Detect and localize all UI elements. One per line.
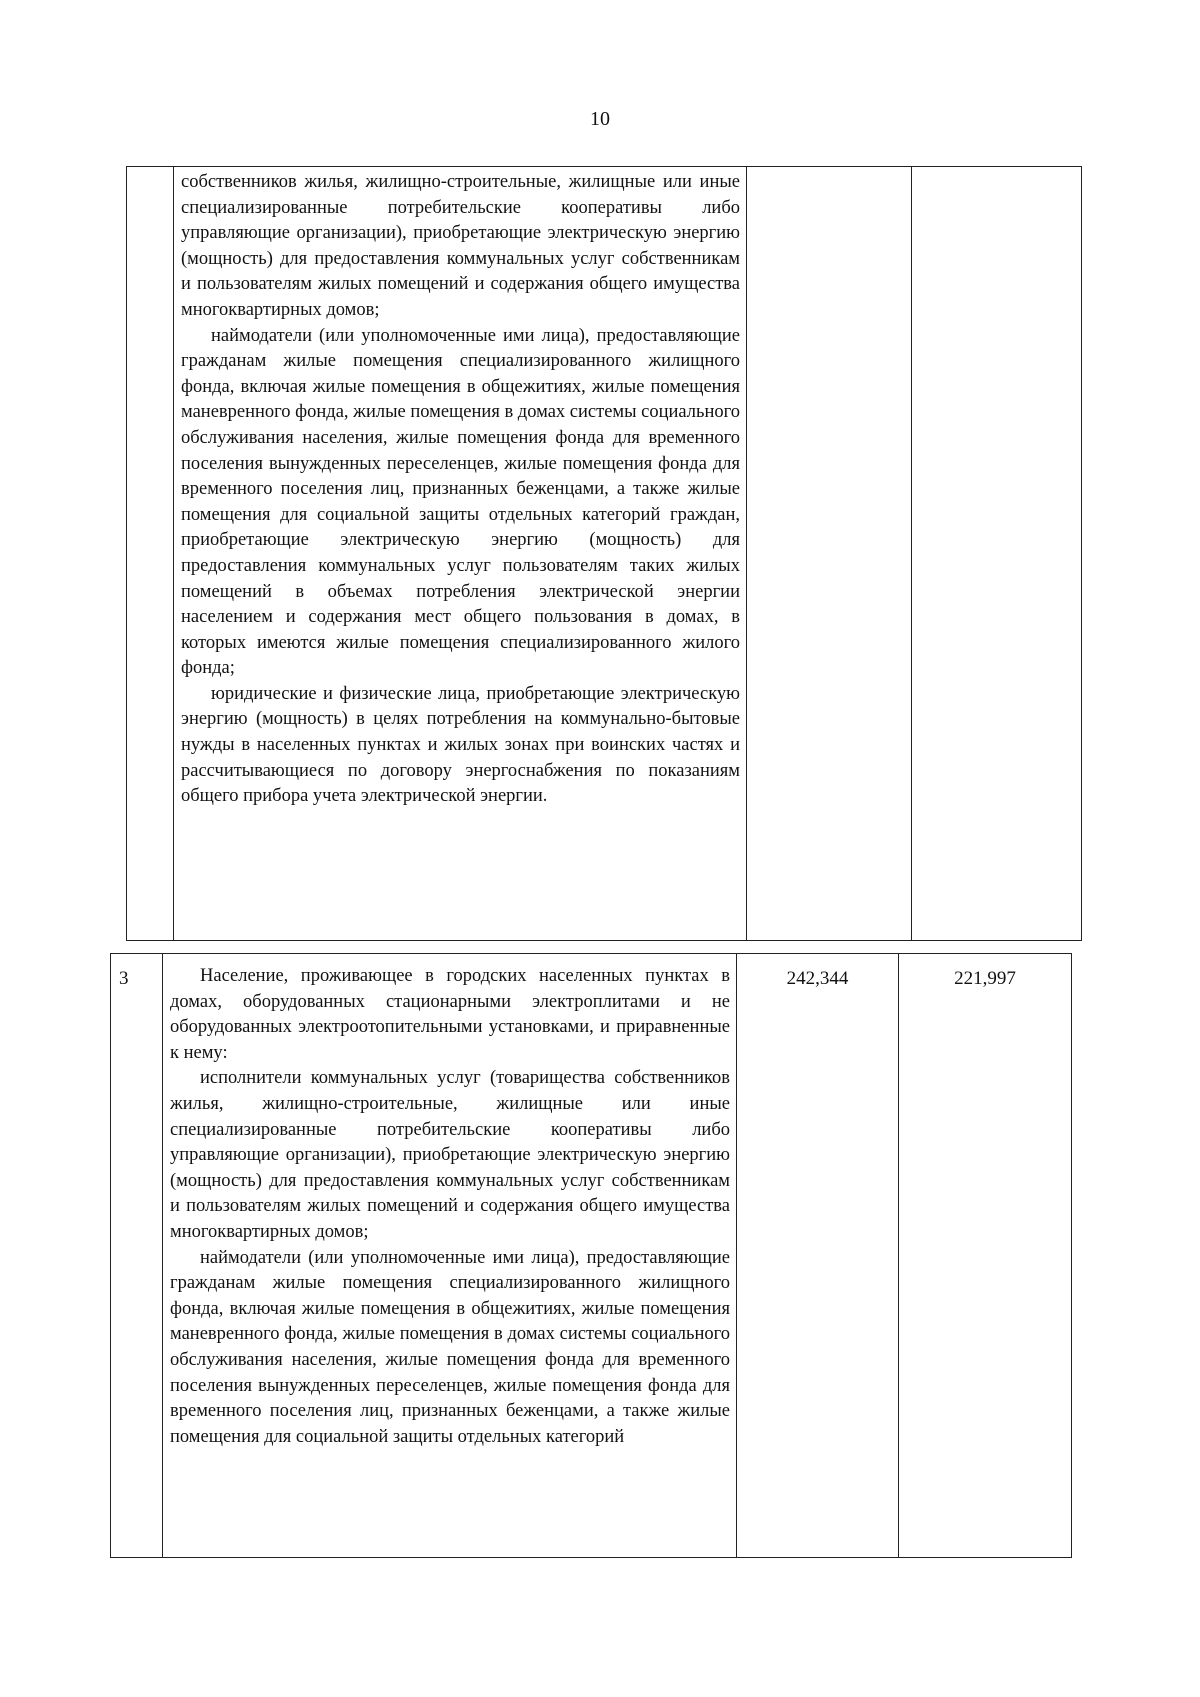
value-cell-2 — [912, 167, 1082, 941]
description-paragraph: наймодатели (или уполномоченные ими лица), предоставляющие гражданам жилые помещения специализированного жилищного фонда, включая жилые помещения в общежитиях, жилые помещения маневренного фонда, жилые помещения в домах системы социального обслуживания населения, жилые помещения фонда для временного поселения вынужденных переселенцев, жилые помещения фонда для временного поселения лиц, признанных беженцами, а также жилые помещения для социальной защиты отдельных категорий — [170, 1247, 730, 1447]
value-cell-1 — [737, 954, 899, 1558]
description-paragraph: Население, проживающее в городских населенных пунктах в домах, оборудованных стационарными электроплитами и не оборудованных электроотопительными установками, и приравненные к нему: — [170, 966, 730, 1063]
description-paragraph: наймодатели (или уполномоченные ими лица), предоставляющие гражданам жилые помещения специализированного жилищного фонда, включая жилые помещения в общежитиях, жилые помещения маневренного фонда, жилые помещения в домах системы социального обслуживания населения, жилые помещения фонда для временного поселения вынужденных переселенцев, жилые помещения фонда для временного поселения лиц, признанных беженцами, а также жилые помещения для социальной защиты отдельных категорий граждан, приобретающие электрическую энергию (мощность) для предоставления коммунальных услуг пользователям таких жилых помещений в объемах потребления электрической энергии населением и содержания мест общего пользования в домах, в которых имеются жилые помещения специализированного жилого фонда; — [181, 325, 741, 679]
description-cell — [174, 167, 747, 941]
table-row — [127, 167, 1082, 941]
tariff-table-row-3 — [110, 953, 1072, 1558]
table-row — [111, 954, 1072, 1558]
value-cell-2 — [899, 954, 1072, 1558]
tariff-value-1: 242,344 — [786, 968, 849, 989]
tariff-value-2: 221,997 — [954, 968, 1016, 989]
row-number: 3 — [119, 968, 129, 989]
description-paragraph: исполнители коммунальных услуг (товарищества собственников жилья, жилищно-строительные, жилищные или иные специализированные потребительские кооперативы либо управляющие организации), приобретающие электрическую энергию (мощность) для предоставления коммунальных услуг собственникам и пользователям жилых помещений и содержания общего имущества многоквартирных домов; — [170, 1068, 730, 1242]
page-number: 10 — [590, 108, 610, 130]
description-paragraph: собственников жилья, жилищно-строительные, жилищные или иные специализированные потребительские кооперативы либо управляющие организации), приобретающие электрическую энергию (мощность) для предоставления коммунальных услуг собственникам и пользователям жилых помещений и содержания общего имущества многоквартирных домов; — [181, 172, 740, 320]
row-number-cell — [127, 167, 174, 941]
row-number-cell — [111, 954, 163, 1558]
tariff-table-continuation — [126, 166, 1082, 941]
description-paragraph: юридические и физические лица, приобретающие электрическую энергию (мощность) в целях потребления на коммунально-бытовые нужды в населенных пунктах и жилых зонах при воинских частях и рассчитывающиеся по договору энергоснабжения по показаниям общего прибора учета электрической энергии. — [181, 683, 740, 807]
description-cell — [163, 954, 737, 1558]
value-cell-1 — [747, 167, 912, 941]
